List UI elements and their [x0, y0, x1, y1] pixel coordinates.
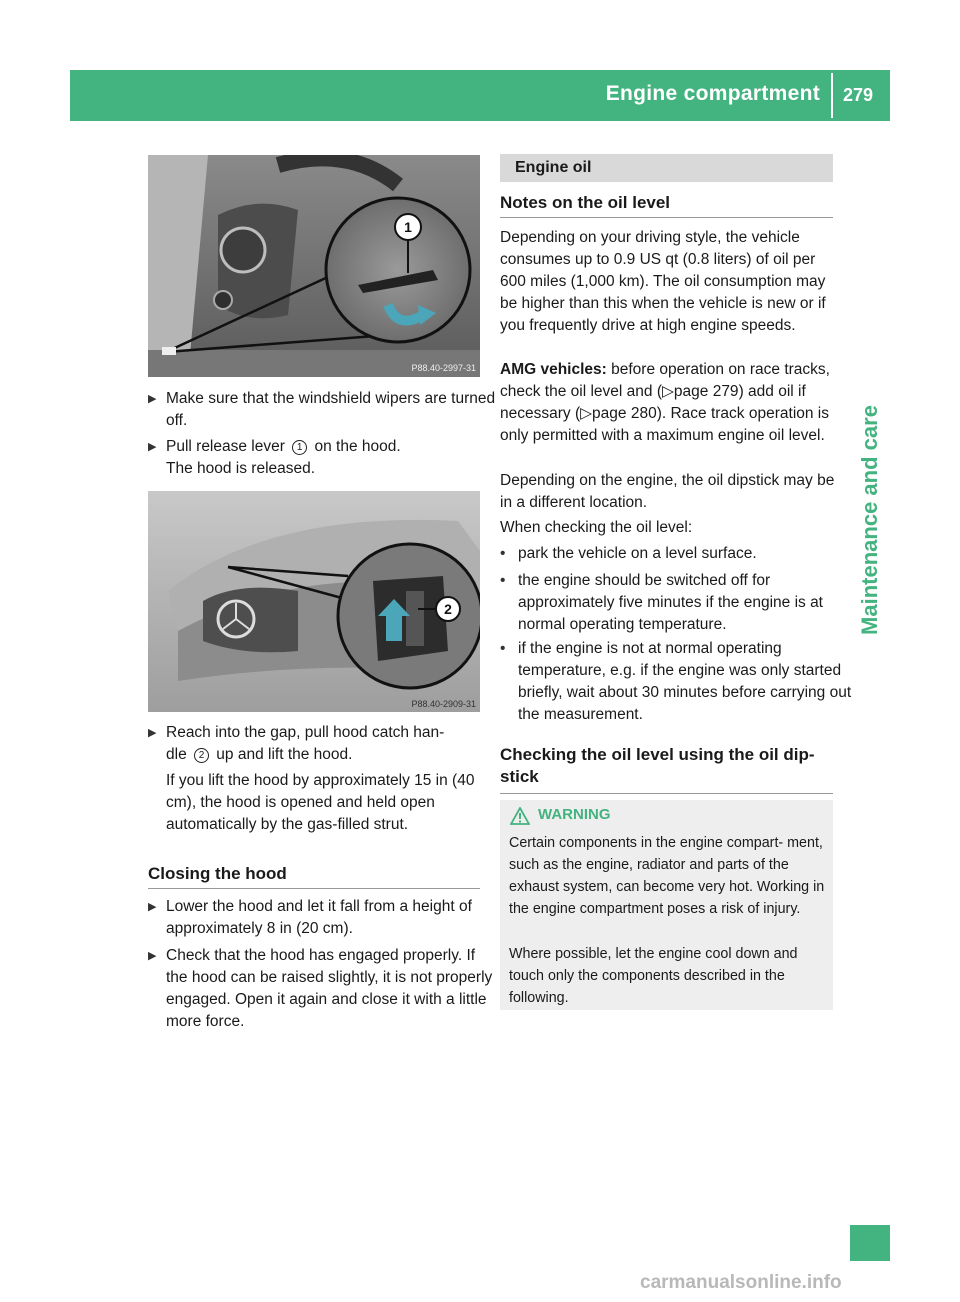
warning-box	[500, 800, 833, 1010]
step-arrow-icon: ▶	[148, 950, 157, 962]
step-arrow-icon: ▶	[148, 727, 157, 739]
step-check-engaged: ▶ Check that the hood has engaged properly. If the hood can be raised slightly, it is not properly engaged. Open it again and close it with a little more force.	[148, 947, 493, 1030]
svg-text:P88.40-2909-31: P88.40-2909-31	[411, 699, 476, 709]
chapter-title: Engine compartment	[605, 82, 820, 105]
checking-intro: When checking the oil level:	[500, 519, 693, 536]
hood-catch-photo	[148, 491, 480, 712]
warning-triangle-icon	[510, 807, 530, 830]
list-item: • park the vehicle on a level surface.	[500, 543, 853, 565]
oil-consumption-paragraph: Depending on your driving style, the vehicle consumes up to 0.9 US qt (0.8 liters) of oil per 600 miles (1,000 km). The oil consumption may be higher than this when the vehicle is new or if you frequently drive at high engine speeds.	[500, 229, 826, 334]
svg-text:1: 1	[404, 219, 412, 235]
side-thumb-block	[850, 1225, 890, 1261]
step-arrow-icon: ▶	[148, 441, 157, 453]
warning-title: WARNING	[538, 806, 611, 823]
closing-hood-heading: Closing the hood	[148, 864, 287, 883]
step-lower-hood: ▶ Lower the hood and let it fall from a height of approximately 8 in (20 cm).	[148, 898, 472, 937]
heading-rule	[500, 793, 833, 794]
step-hood-catch-info: If you lift the hood by approximately 15 in (40 cm), the hood is opened and held open automatically by the gas-filled strut.	[166, 772, 475, 833]
step-arrow-icon: ▶	[148, 901, 157, 913]
warning-text: Certain components in the engine compart- ment, such as the engine, radiator and parts of the exhaust system, can become very hot. Working in the engine compartment poses a risk of injury.	[509, 835, 825, 917]
list-item: • the engine should be switched off for approximately five minutes if the engine is at normal operating temperature.	[500, 572, 823, 633]
callout-1-icon: 1	[292, 440, 307, 455]
side-section-label: Maintenance and care	[857, 405, 882, 635]
dipstick-location-paragraph: Depending on the engine, the oil dipstick may be in a different location.	[500, 472, 835, 511]
svg-text:P88.40-2997-31: P88.40-2997-31	[411, 363, 476, 373]
page-ref-link[interactable]: page 280	[592, 405, 657, 422]
warning-text-2: Where possible, let the engine cool down and touch only the components described in the following.	[509, 946, 798, 1006]
section-engine-oil: Engine oil	[500, 154, 833, 182]
step-arrow-icon: ▶	[148, 393, 157, 405]
step-release-lever: ▶ Pull release lever 1 on the hood. The hood is released.	[148, 438, 401, 477]
bullet-icon: •	[500, 640, 506, 657]
page-ref-arrow-icon: ▷	[580, 405, 593, 422]
callout-2-icon: 2	[194, 748, 209, 763]
page-ref-arrow-icon: ▷	[661, 383, 674, 400]
oil-dipstick-heading: Checking the oil level using the oil dip- stick	[500, 745, 815, 786]
heading-rule	[500, 217, 833, 218]
step-windshield-wipers: ▶ Make sure that the windshield wipers are turned off.	[148, 390, 496, 429]
dashboard-lever-photo	[148, 155, 480, 377]
step-hood-catch: ▶ Reach into the gap, pull hood catch han- dle 2 up and lift the hood. If you lift the hood by approximately 15 in (40 cm), the hood is opened and held open automatically by the gas-filled strut.	[148, 722, 498, 836]
bullet-icon: •	[500, 572, 506, 589]
watermark: carmanualsonline.info	[640, 1272, 842, 1293]
page-ref-link[interactable]: page 279	[673, 383, 739, 400]
svg-text:2: 2	[444, 601, 452, 617]
amg-vehicles-paragraph: AMG vehicles: before operation on race tracks, check the oil level and (▷page 279) add oil if necessary (▷page 280). Race track operation is only permitted with a maximum engine oil level.	[500, 361, 830, 444]
oil-level-notes-heading: Notes on the oil level	[500, 193, 671, 212]
list-item: • if the engine is not at normal operating temperature, e.g. if the engine was only started briefly, wait about 30 minutes before carrying out the measurement.	[500, 640, 852, 723]
page-number: 279	[843, 85, 874, 105]
bullet-icon: •	[500, 545, 506, 562]
heading-rule	[148, 888, 480, 889]
header-divider	[831, 73, 833, 118]
